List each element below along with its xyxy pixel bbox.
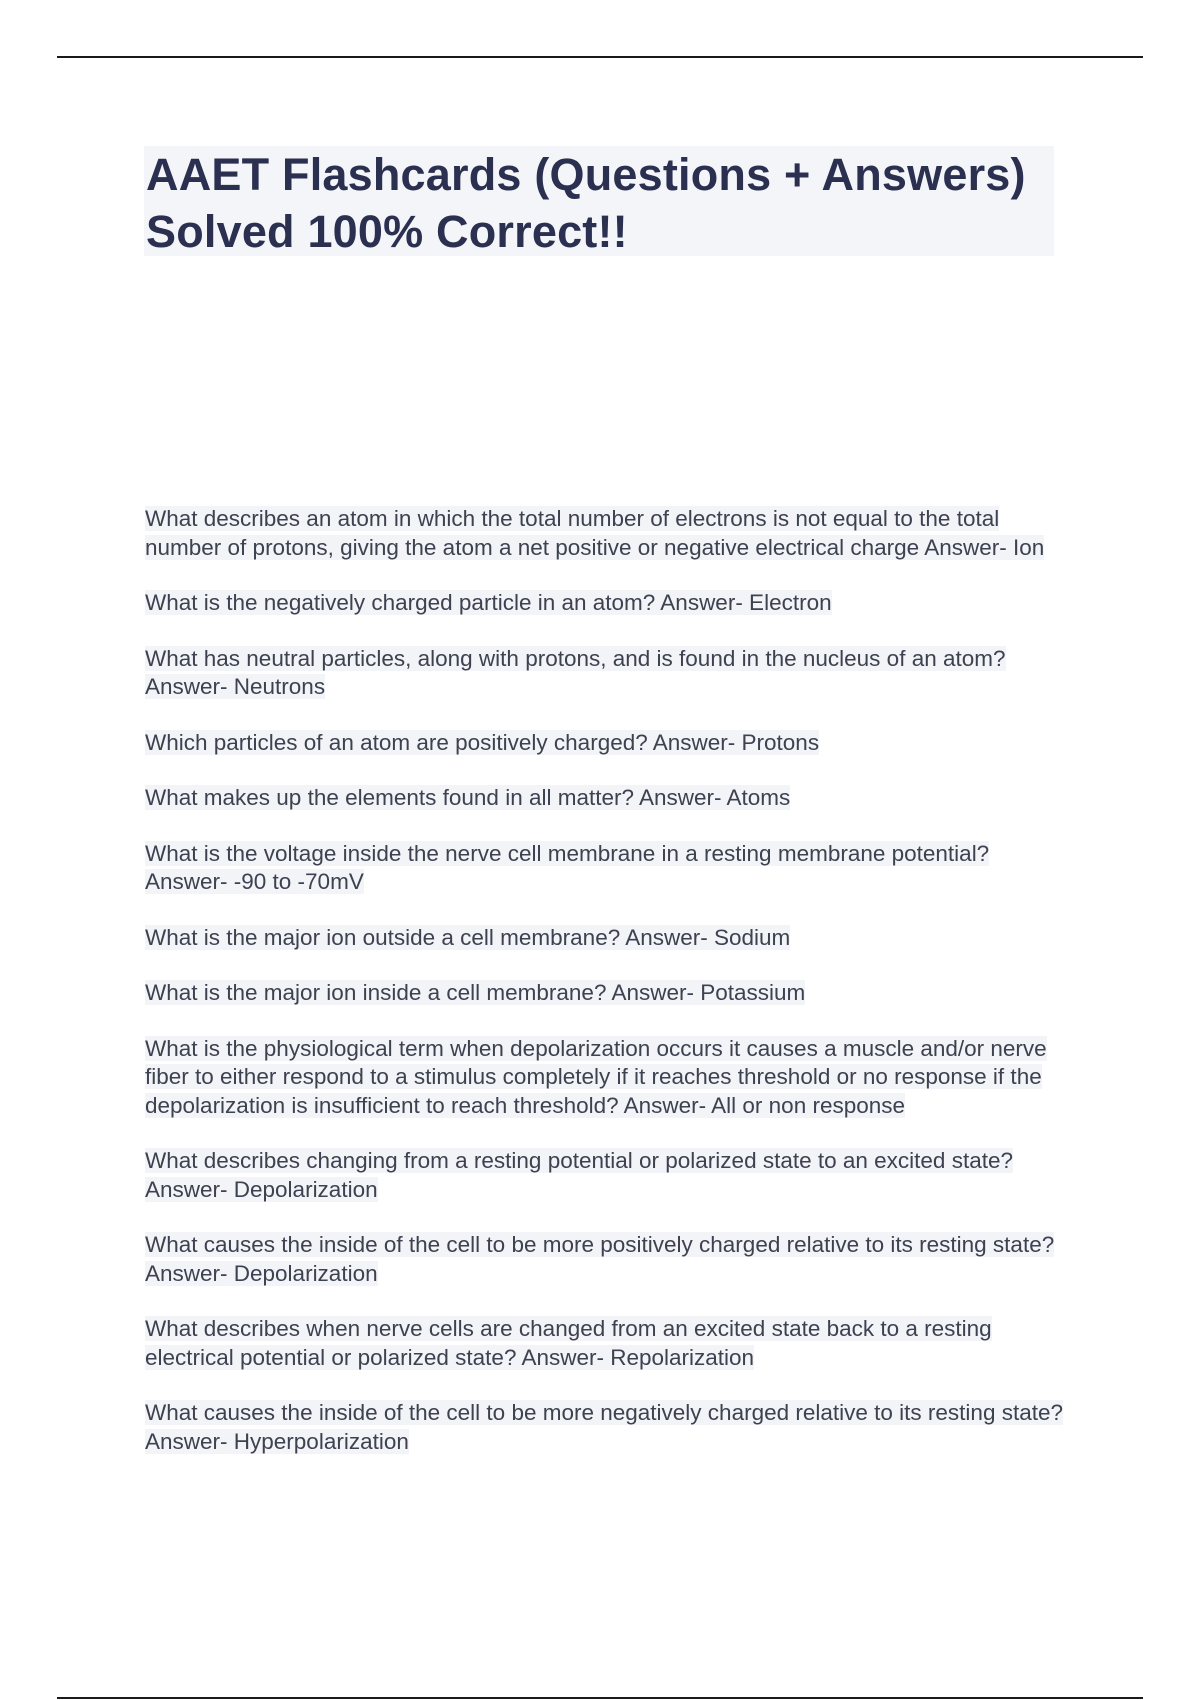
- list-item: [145, 979, 1065, 1008]
- list-item: [145, 784, 1065, 813]
- document-title: AAET Flashcards (Questions + Answers) Solved 100% Correct!!: [146, 149, 1026, 257]
- bottom-divider: [57, 1697, 1143, 1699]
- list-item: [145, 645, 1065, 702]
- flashcard-text: What is the major ion outside a cell membrane? Answer- Sodium: [145, 924, 791, 950]
- flashcard-text: What has neutral particles, along with protons, and is found in the nucleus of an atom? Answer- Neutrons: [145, 645, 1006, 699]
- flashcard-text: What is the physiological term when depolarization occurs it causes a muscle and/or nerve fiber to either respond to a stimulus completely if it reaches threshold or no response if the depolarization is insufficient to reach threshold? Answer- All or non response: [145, 1035, 1047, 1118]
- flashcard-text: Which particles of an atom are positively charged? Answer- Protons: [145, 729, 820, 755]
- flashcard-text: What causes the inside of the cell to be more positively charged relative to its resting state? Answer- Depolarization: [145, 1232, 1055, 1286]
- flashcard-text: What causes the inside of the cell to be more negatively charged relative to its resting state? Answer- Hyperpolarization: [145, 1400, 1063, 1454]
- flashcard-text: What is the major ion inside a cell membrane? Answer- Potassium: [145, 980, 806, 1005]
- flashcard-text: What is the voltage inside the nerve cell membrane in a resting membrane potential? Answer- -90 to -70mV: [145, 840, 990, 894]
- list-item: [145, 1315, 1065, 1372]
- title-block: [144, 146, 1054, 256]
- list-item: [145, 1231, 1065, 1288]
- flashcard-text: What describes changing from a resting potential or polarized state to an excited state? Answer- Depolarization: [145, 1148, 1013, 1202]
- flashcard-text: What makes up the elements found in all matter? Answer- Atoms: [145, 785, 791, 810]
- list-item: [145, 1035, 1065, 1121]
- list-item: [145, 1399, 1065, 1456]
- list-item: [145, 505, 1065, 562]
- list-item: [145, 924, 1065, 953]
- flashcard-text: What describes when nerve cells are changed from an excited state back to a resting electrical potential or polarized state? Answer- Repolarization: [145, 1316, 992, 1370]
- list-item: [145, 589, 1065, 618]
- flashcard-text: What is the negatively charged particle in an atom? Answer- Electron: [145, 590, 832, 615]
- flashcard-list: [145, 505, 1065, 1483]
- list-item: [145, 1147, 1065, 1204]
- list-item: [145, 729, 1065, 758]
- list-item: [145, 840, 1065, 897]
- flashcard-text: What describes an atom in which the total number of electrons is not equal to the total number of protons, giving the atom a net positive or negative electrical charge Answer- Ion: [145, 506, 1045, 560]
- top-divider: [57, 56, 1143, 58]
